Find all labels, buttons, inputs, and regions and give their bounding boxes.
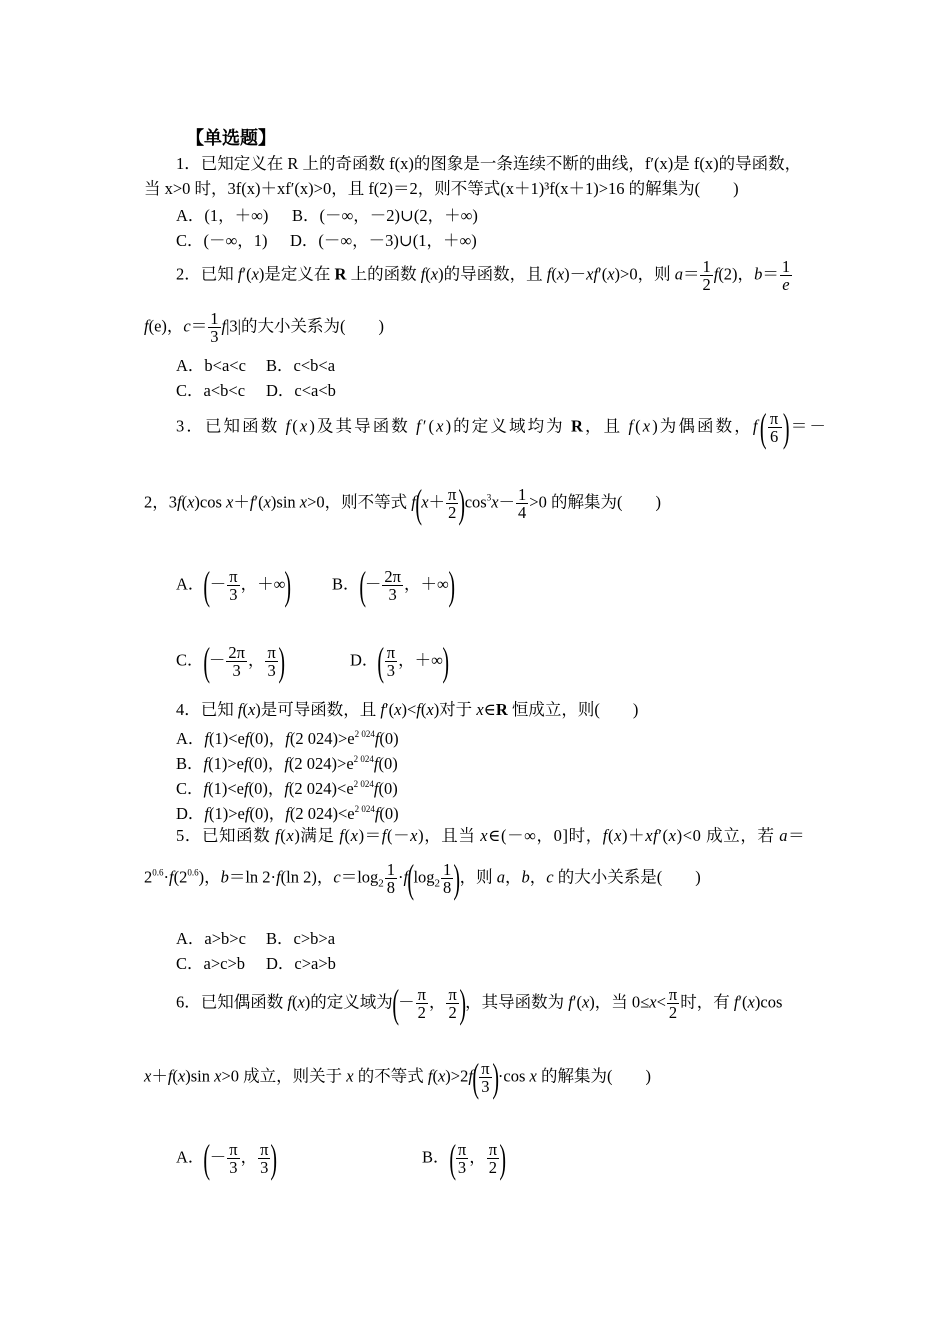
q5-option-a[interactable]: A．a>b>c: [176, 929, 246, 948]
q1-option-a[interactable]: A．(1，＋∞): [176, 206, 269, 225]
q4-line1: 4．已知 f(x)是可导函数，且 f′(x)<f(x)对于 x∈R 恒成立，则( ): [176, 700, 639, 719]
q2-option-d[interactable]: D．c<a<b: [266, 381, 336, 400]
q6-line1: 6．已知偶函数 f(x)的定义域为(－ $\frac{\pi}{2}$ ， $\frac{\pi}{2}$ )，其导函数为 f′(x)，当 0≤x< $\frac{\pi}{2}$ 时，有 f′(x)cos: [176, 980, 783, 1026]
q5-line2: $2^{0.6}\cdot f(2^{0.6})$，b＝ln 2·f(ln 2)，$c=\log_2$ $\frac{1}{8}$ $\cdot f(\log_2$ $\frac{1}{8}$ )，则 a，b，c 的大小关系是( ): [144, 855, 701, 901]
q2-option-b[interactable]: B．c<b<a: [266, 356, 336, 375]
q6-option-b[interactable]: B．( $\frac{\pi}{3}$ ， $\frac{\pi}{2}$ ): [422, 1136, 507, 1181]
q1-line2: 当 x>0 时，3f(x)＋xf′(x)>0，且 f(2)＝2，则不等式(x＋1)³f(x＋1)>16 的解集为( ): [144, 179, 739, 198]
q4-option-a[interactable]: A．f(1)<ef(0)，f(2 $024)>e^{2 024}f(0)$: [176, 729, 399, 748]
q2-line2: f(e)，c＝ $\frac{1}{3}$ f|3|的大小关系为( ): [144, 309, 384, 347]
q3-option-c[interactable]: C．(－ $\frac{2\pi}{3}$ ， $\frac{\pi}{3}$ ): [176, 639, 285, 684]
q3-option-b[interactable]: B．(－ $\frac{2\pi}{3}$ ，＋∞): [332, 563, 455, 608]
q3-line2: 2，3f(x)cos x＋f′(x)sin x>0，则不等式 f(x＋ $\frac{\pi}{2}$ )$\cos^3x-$ $\frac{1}{4}$ >0 的解集为( ): [144, 480, 661, 526]
q4-option-c[interactable]: C．f(1)<ef(0)，f(2 $024)<e^{2 024}f(0)$: [176, 779, 398, 798]
q3-option-a[interactable]: A．(－ $\frac{\pi}{3}$ ，＋∞): [176, 563, 292, 608]
q6-line2: x＋f(x)sin x>0 成立，则关于 x 的不等式 f(x)>2f( $\frac{\pi}{3}$ )·cos x 的解集为( ): [144, 1054, 651, 1100]
q1-option-d[interactable]: D．(－∞，－3)∪(1，＋∞): [290, 231, 477, 250]
q6-option-a[interactable]: A．(－ $\frac{\pi}{3}$ ， $\frac{\pi}{3}$ ): [176, 1136, 278, 1181]
q5-line1: 5．已知函数 f(x)满足 f(x)＝f(－x)，且当 x∈(－∞，0]时，f(x)＋xf′(x)<0 成立，若 a＝: [176, 826, 806, 845]
q5-option-d[interactable]: D．c>a>b: [266, 954, 336, 973]
section-heading: 【单选题】: [186, 128, 276, 148]
q4-option-d[interactable]: D．f(1)>ef(0)，f(2 $024)<e^{2 024}f(0)$: [176, 804, 399, 823]
q3-line1: 3．已知函数 f(x)及其导函数 f′(x)的定义域均为 R，且 f(x)为偶函数，f( $\frac{\pi}{6}$ )＝－: [176, 404, 828, 450]
q1-option-b[interactable]: B．(－∞，－2)∪(2，＋∞): [292, 206, 478, 225]
q2-option-a[interactable]: A．b<a<c: [176, 356, 246, 375]
q4-option-b[interactable]: B．f(1)>ef(0)，f(2 $024)>e^{2 024}f(0)$: [176, 754, 398, 773]
q3-option-d[interactable]: D．( $\frac{\pi}{3}$ ，＋∞): [350, 639, 449, 684]
q1-option-c[interactable]: C．(－∞，1): [176, 231, 268, 250]
q2-line1: 2．已知 f′(x)是定义在 R 上的函数 f(x)的导函数，且 f(x)－xf′(x)>0，则 a＝ $\frac{1}{2}$ f(2)，b＝ $\frac{1}{e}$: [176, 257, 791, 295]
q2-option-c[interactable]: C．a<b<c: [176, 381, 246, 400]
q5-option-c[interactable]: C．a>c>b: [176, 954, 246, 973]
q5-option-b[interactable]: B．c>b>a: [266, 929, 336, 948]
q1-line1: 1．已知定义在 R 上的奇函数 f(x)的图象是一条连续不断的曲线，f′(x)是 f(x)的导函数，: [176, 154, 802, 173]
